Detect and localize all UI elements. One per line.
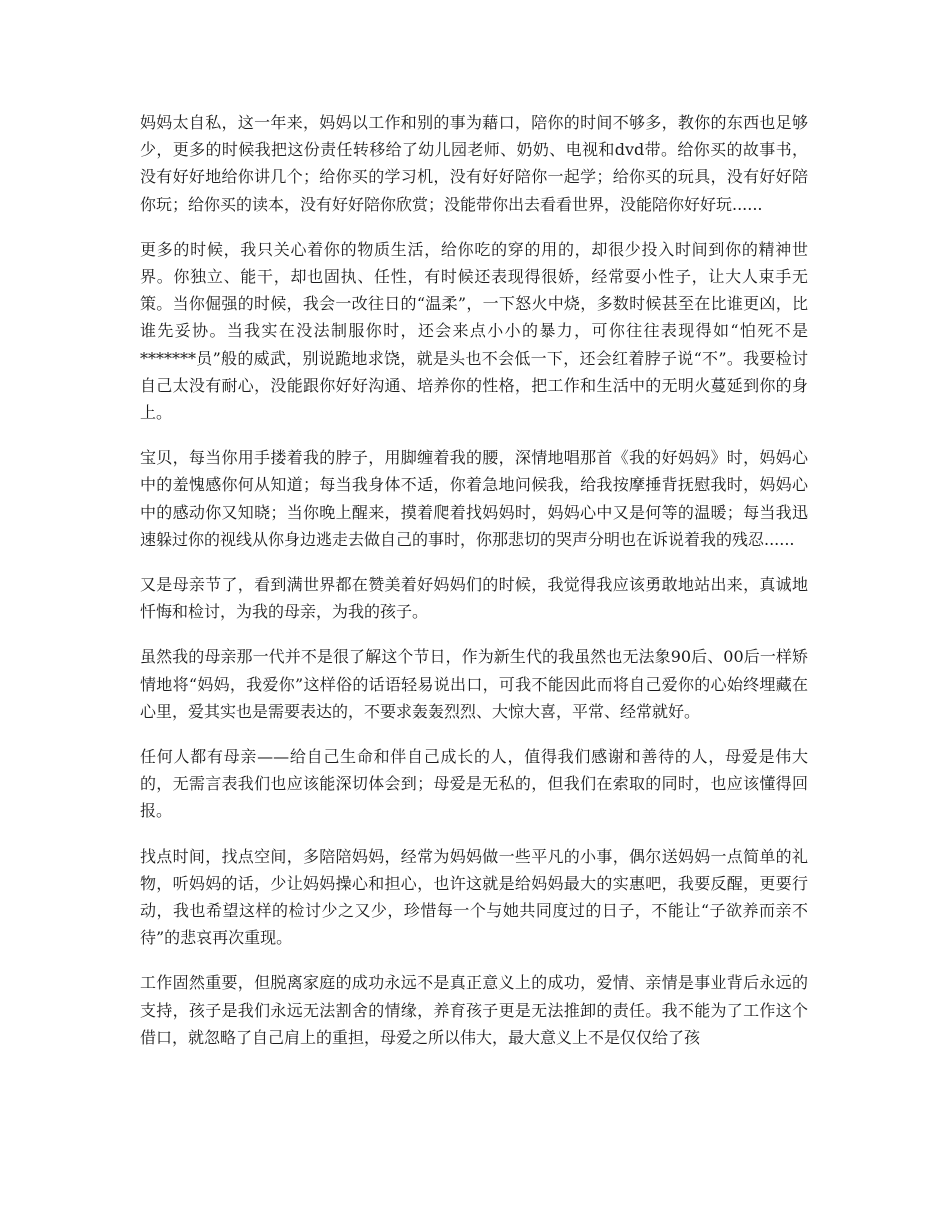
paragraph-3: 宝贝，每当你用手搂着我的脖子，用脚缠着我的腰，深情地唱那首《我的好妈妈》时，妈妈心中的羞愧感你何从知道；每当我身体不适，你着急地问候我，给我按摩捶背抚慰我时，妈妈心中的感动你又知晓；当你晚上醒来，摸着爬着找妈妈时，妈妈心中又是何等的温暖；每当我迅速躲过你的视线从你身边逃走去做自己的事时，你那悲切的哭声分明也在诉说着我的残忍......: [140, 448, 808, 549]
paragraph-7: 找点时间，找点空间，多陪陪妈妈，经常为妈妈做一些平凡的小事，偶尔送妈妈一点简单的礼物，听妈妈的话，少让妈妈操心和担心，也许这就是给妈妈最大的实惠吧，我要反醒，更要行动，我也希望这样的检讨少之又少，珍惜每一个与她共同度过的日子，不能让“子欲养而亲不待”的悲哀再次重现。: [140, 846, 808, 948]
paragraph-2: 更多的时候，我只关心着你的物质生活，给你吃的穿的用的，却很少投入时间到你的精神世界。你独立、能干，却也固执、任性，有时候还表现得很娇，经常耍小性子，让大人束手无策。当你倔强的时候，我会一改往日的“温柔”，一下怒火中烧，多数时候甚至在比谁更凶，比谁先妥协。当我实在没法制服你时，还会来点小小的暴力，可你往往表现得如“怕死不是*******员”般的威武，别说跪地求饶，就是头也不会低一下，还会红着脖子说“不”。我要检讨自己太没有耐心，没能跟你好好沟通、培养你的性格，把工作和生活中的无明火蔓延到你的身上。: [140, 239, 808, 423]
paragraph-6: 任何人都有母亲——给自己生命和伴自己成长的人，值得我们感谢和善待的人，母爱是伟大的，无需言表我们也应该能深切体会到；母爱是无私的，但我们在索取的同时，也应该懂得回报。: [140, 747, 808, 821]
paragraph-5: 虽然我的母亲那一代并不是很了解这个节日，作为新生代的我虽然也无法象90后、00后一样矫情地将“妈妈，我爱你”这样俗的话语轻易说出口，可我不能因此而将自己爱你的心始终埋藏在心里，爱其实也是需要表达的，不要求轰轰烈烈、大惊大喜，平常、经常就好。: [140, 647, 808, 721]
paragraph-4: 又是母亲节了，看到满世界都在赞美着好妈妈们的时候，我觉得我应该勇敢地站出来，真诚地忏悔和检讨，为我的母亲，为我的孩子。: [140, 575, 808, 622]
document-body: [140, 109, 808, 1069]
paragraph-1: 妈妈太自私，这一年来，妈妈以工作和别的事为藉口，陪你的时间不够多，教你的东西也足够少，更多的时候我把这份责任转移给了幼儿园老师、奶奶、电视和dvd带。给你买的故事书，没有好好地给你讲几个；给你买的学习机，没有好好陪你一起学；给你买的玩具，没有好好陪你玩；给你买的读本，没有好好陪你欣赏；没能带你出去看看世界，没能陪你好好玩......: [140, 113, 808, 214]
paragraph-8: 工作固然重要，但脱离家庭的成功永远不是真正意义上的成功，爱情、亲情是事业背后永远的支持，孩子是我们永远无法割舍的情缘，养育孩子更是无法推卸的责任。我不能为了工作这个借口，就忽略了自己肩上的重担，母爱之所以伟大，最大意义上不是仅仅给了孩: [140, 973, 808, 1047]
